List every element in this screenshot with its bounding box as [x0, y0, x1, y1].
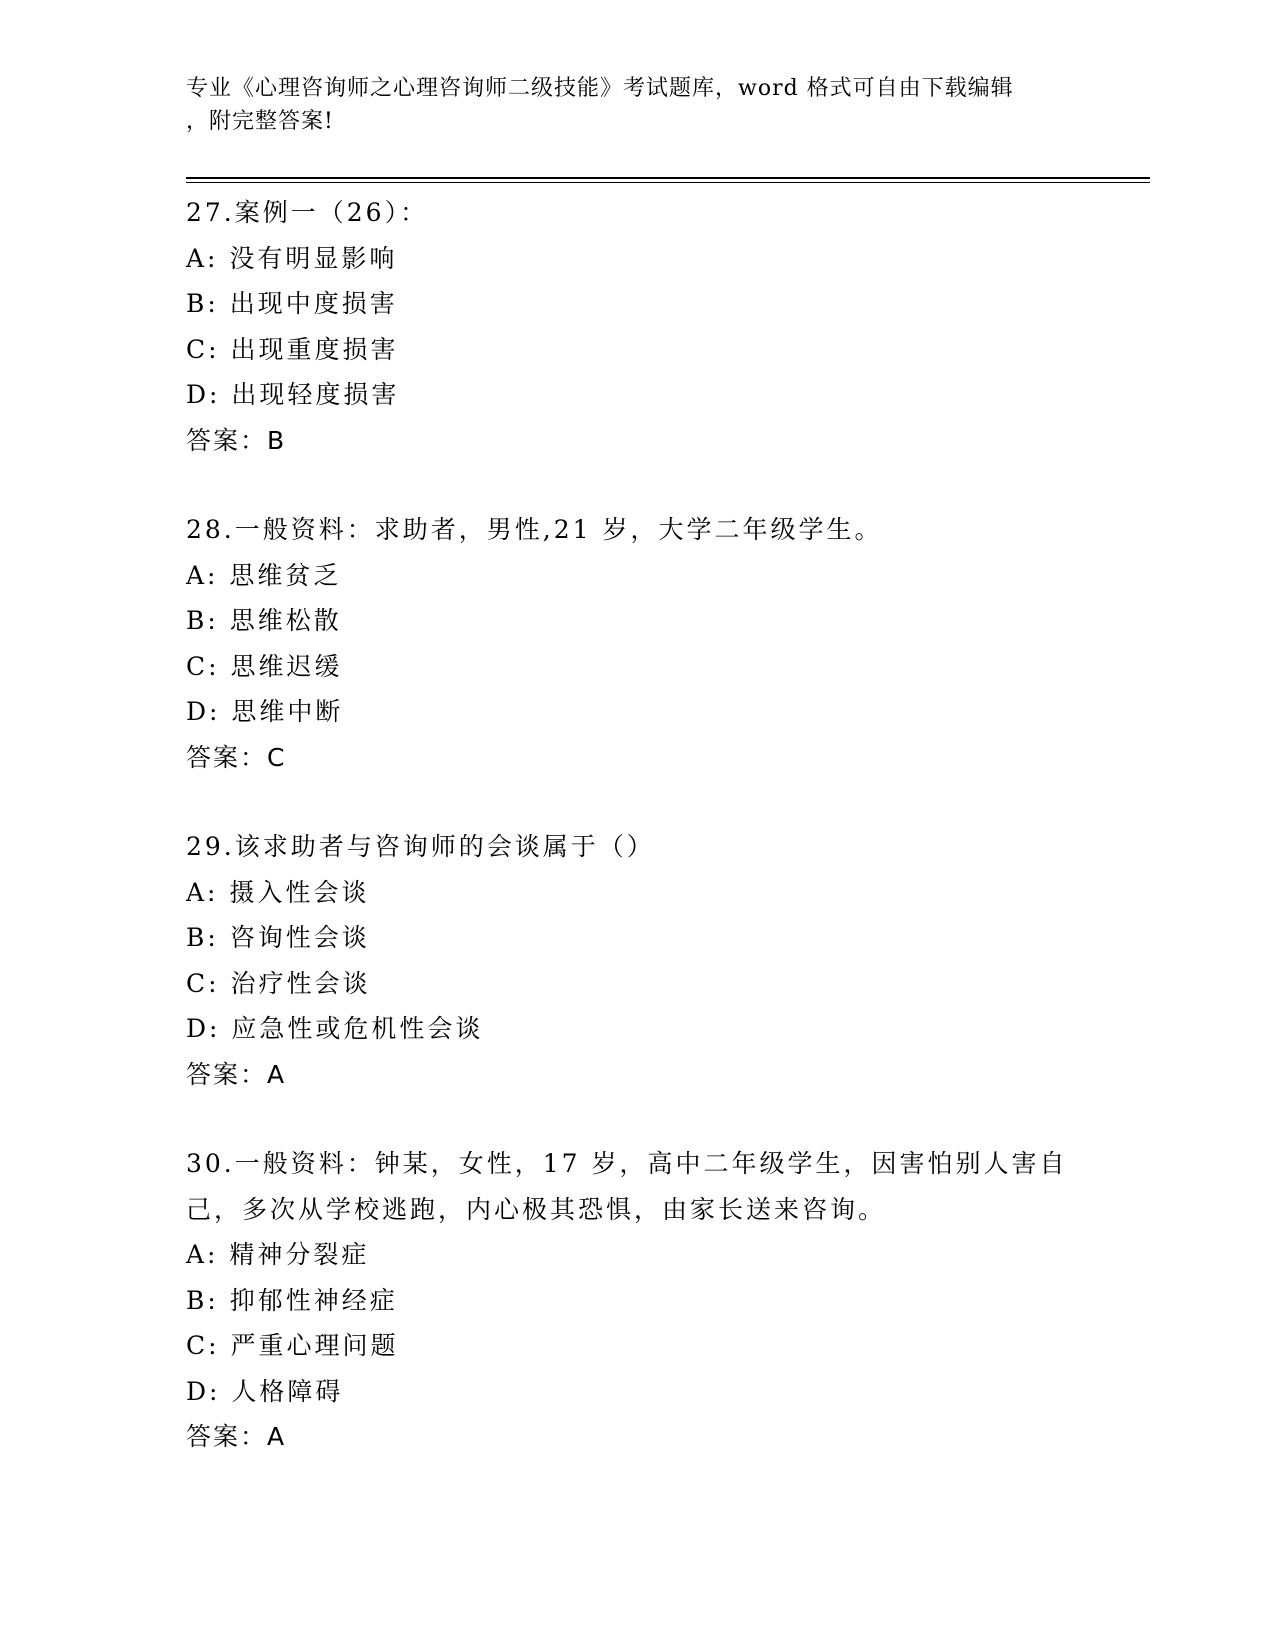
question-30 — [186, 1141, 1086, 1460]
option-b: B: 出现中度损害 — [186, 289, 398, 318]
document-header — [186, 72, 1086, 138]
option-c: C: 治疗性会谈 — [186, 968, 371, 998]
question-28 — [186, 507, 1086, 780]
answer: 答案：C — [186, 742, 287, 772]
header-divider-thick — [186, 177, 1150, 179]
option-a: A: 摄入性会谈 — [186, 877, 370, 907]
option-a: A: 没有明显影响 — [186, 243, 398, 273]
option-d: D: 思维中断 — [186, 697, 344, 726]
question-stem-continued: 己，多次从学校逃跑，内心极其恐惧，由家长送来咨询。 — [186, 1194, 887, 1224]
answer: 答案：B — [186, 425, 287, 455]
answer: 答案：A — [186, 1059, 287, 1089]
option-a: A: 思维贫乏 — [186, 560, 342, 590]
option-c: C: 思维迟缓 — [186, 651, 343, 681]
option-c: C: 出现重度损害 — [186, 334, 399, 364]
header-line-1: 专业《心理咨询师之心理咨询师二级技能》考试题库，word 格式可自由下载编辑 — [186, 76, 1014, 101]
answer: 答案：A — [186, 1422, 287, 1451]
option-b: B: 抑郁性神经症 — [186, 1285, 398, 1315]
question-stem: 30.一般资料：钟某，女性，17 岁，高中二年级学生，因害怕别人害自 — [186, 1149, 1068, 1178]
option-c: C: 严重心理问题 — [186, 1331, 399, 1360]
question-27 — [186, 190, 1086, 463]
option-b: B: 思维松散 — [186, 606, 342, 635]
question-29 — [186, 824, 1086, 1097]
option-d: D: 出现轻度损害 — [186, 380, 400, 409]
option-d: D: 人格障碍 — [186, 1376, 344, 1406]
header-divider-thin — [186, 182, 1150, 183]
header-line-2: ，附完整答案! — [186, 109, 334, 134]
question-stem: 29.该求助者与咨询师的会谈属于（） — [186, 832, 655, 861]
option-a: A: 精神分裂症 — [186, 1240, 370, 1269]
option-d: D: 应急性或危机性会谈 — [186, 1014, 484, 1043]
question-stem: 27.案例一（26）： — [186, 198, 429, 227]
question-stem: 28.一般资料：求助者，男性,21 岁，大学二年级学生。 — [186, 515, 883, 544]
option-b: B: 咨询性会谈 — [186, 923, 370, 952]
question-list — [186, 190, 1086, 1504]
